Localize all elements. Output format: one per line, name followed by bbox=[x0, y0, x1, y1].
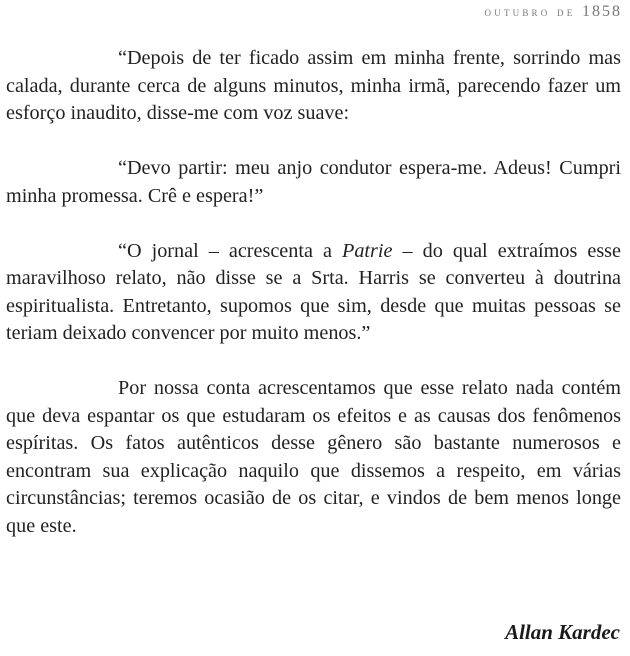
paragraph-3-rest: – do qual extraímos esse maravilhoso relato, não disse se a Srta. Harris se converteu à doutrina espiritualista. Entretanto, supomos que sim, desde que muitas pessoas se teriam deixado convencer por muito menos.” bbox=[6, 239, 621, 344]
paragraph-3 bbox=[6, 238, 621, 348]
paragraph-2: “Devo partir: meu anjo condutor espera-me. Adeus! Cumpri minha promessa. Crê e espera!” bbox=[6, 157, 621, 207]
page-body bbox=[6, 45, 621, 540]
author-signature: Allan Kardec bbox=[505, 620, 620, 644]
header-year: 1858 bbox=[582, 3, 622, 20]
header-month: outubro de bbox=[484, 4, 576, 19]
paragraph-3-start: “O jornal – acrescenta a bbox=[118, 239, 342, 262]
paragraph-1: “Depois de ter ficado assim em minha frente, sorrindo mas calada, durante cerca de alguns minutos, minha irmã, parecendo fazer um esforço inaudito, disse-me com voz suave: bbox=[6, 47, 621, 124]
newspaper-name: Patrie bbox=[341, 239, 393, 262]
paragraph-4: Por nossa conta acrescentamos que esse relato nada contém que deva espantar os que estudaram os efeitos e as causas dos fenômenos espíritas. Os fatos autênticos desse gênero são bastante numerosos e encontram sua explicação naquilo que dissemos a respeito, em várias circunstâncias; teremos ocasião de os citar, e vindos de bem menos longe que este. bbox=[6, 377, 621, 537]
running-header bbox=[485, 3, 622, 21]
